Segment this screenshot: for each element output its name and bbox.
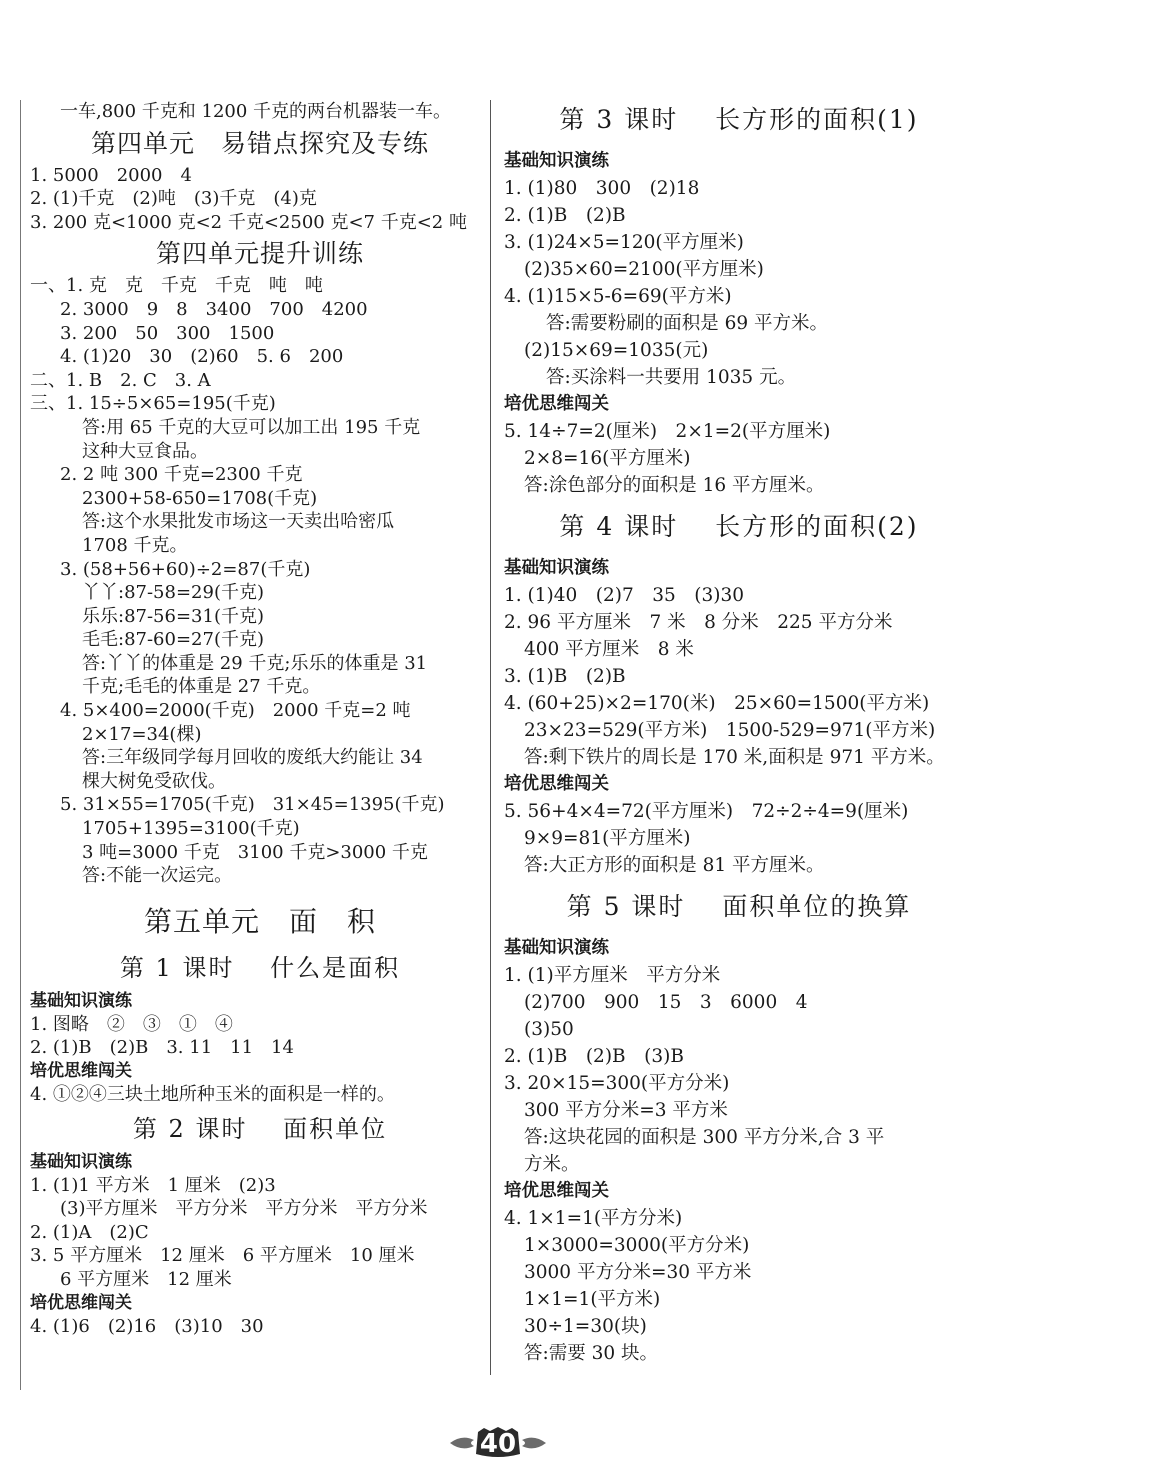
section-subheading: 基础知识演练 xyxy=(30,990,132,1011)
answer-line: 1×1=1(平方米) xyxy=(524,1289,661,1310)
lesson3-content xyxy=(504,148,974,499)
answer-line: 答:三年级同学每月回收的废纸大约能让 34 xyxy=(82,747,423,769)
answer-line: 3. 200 50 300 1500 xyxy=(60,322,275,344)
answer-line: 3. 20×15=300(平方分米) xyxy=(504,1073,730,1094)
lesson1-content xyxy=(30,990,490,1107)
answer-line: 答:这块花园的面积是 300 平方分米,合 3 平 xyxy=(524,1127,885,1148)
answer-line: 3000 平方分米=30 平方米 xyxy=(524,1262,752,1283)
intro-line: 一车,800 千克和 1200 千克的两台机器装一车。 xyxy=(60,101,452,122)
answer-line: 23×23=529(平方米) 1500-529=971(平方米) xyxy=(524,720,936,741)
answer-line: 400 平方厘米 8 米 xyxy=(524,639,694,660)
answer-line: 4. (1)6 (2)16 (3)10 30 xyxy=(30,1315,264,1337)
answer-line: 2×17=34(棵) xyxy=(82,723,202,745)
answer-line: 1. (1)平方厘米 平方分米 xyxy=(504,965,721,986)
answer-line: 2. (1)B (2)B 3. 11 11 14 xyxy=(30,1037,294,1059)
answer-line: 答:涂色部分的面积是 16 平方厘米。 xyxy=(524,475,825,496)
answer-line: 方米。 xyxy=(524,1154,580,1175)
answer-line: (3)50 xyxy=(524,1019,574,1040)
answer-line: 5. 56+4×4=72(平方厘米) 72÷2÷4=9(厘米) xyxy=(504,801,909,822)
column-divider xyxy=(490,100,491,1375)
answer-line: (2)15×69=1035(元) xyxy=(524,340,709,361)
left-column xyxy=(30,100,490,1338)
answer-line: 答:这个水果批发市场这一天卖出哈密瓜 xyxy=(82,511,395,533)
answer-line: 1. 5000 2000 4 xyxy=(30,164,192,186)
answer-line: (2)35×60=2100(平方厘米) xyxy=(524,259,764,280)
lesson5-content xyxy=(504,935,974,1367)
page-number: 40 xyxy=(479,1429,517,1459)
answer-line: 三、1. 15÷5×65=195(千克) xyxy=(30,393,276,415)
right-column xyxy=(504,100,974,1367)
answer-line: 2. 3000 9 8 3400 700 4200 xyxy=(60,298,368,320)
answer-line: 4. 5×400=2000(千克) 2000 千克=2 吨 xyxy=(60,700,411,722)
answer-line: 3. (58+56+60)÷2=87(千克) xyxy=(60,558,311,580)
answer-line: 3 吨=3000 千克 3100 千克>3000 千克 xyxy=(82,841,428,863)
lesson1-title: 第 1 课时 什么是面积 xyxy=(119,953,401,982)
answer-line: 3. 5 平方厘米 12 厘米 6 平方厘米 10 厘米 xyxy=(30,1245,415,1267)
answer-line: 2. (1)B (2)B xyxy=(504,205,626,226)
section-subheading: 培优思维闯关 xyxy=(30,1292,132,1313)
answer-line: 1. 图略 ② ③ ① ④ xyxy=(30,1013,233,1035)
answer-line: 6 平方厘米 12 厘米 xyxy=(60,1268,232,1290)
answer-line: 4. (1)20 30 (2)60 5. 6 200 xyxy=(60,346,344,368)
section-subheading: 培优思维闯关 xyxy=(504,394,609,414)
answer-line: 答:大正方形的面积是 81 平方厘米。 xyxy=(524,855,825,876)
section-subheading: 培优思维闯关 xyxy=(30,1061,132,1081)
answer-line: 答:丫丫的体重是 29 千克;乐乐的体重是 31 xyxy=(82,652,428,674)
answer-line: 4. 1×1=1(平方分米) xyxy=(504,1208,683,1229)
lesson5-title: 第 5 课时 面积单位的换算 xyxy=(566,892,912,921)
answer-line: 2×8=16(平方厘米) xyxy=(524,448,691,469)
answer-line: 1×3000=3000(平方分米) xyxy=(524,1235,750,1256)
section-subheading: 基础知识演练 xyxy=(504,151,609,171)
answer-line: 5. 31×55=1705(千克) 31×45=1395(千克) xyxy=(60,794,445,816)
answer-line: 4. (1)15×5-6=69(平方米) xyxy=(504,286,732,307)
answer-line: 答:需要粉刷的面积是 69 平方米。 xyxy=(546,313,829,334)
answer-line: 1. (1)80 300 (2)18 xyxy=(504,178,700,199)
answer-line: 2. (1)B (2)B (3)B xyxy=(504,1046,684,1067)
answer-line: 答:剩下铁片的周长是 170 米,面积是 971 平方米。 xyxy=(524,747,945,768)
answer-line: 这种大豆食品。 xyxy=(82,440,208,462)
answer-line: 300 平方分米=3 平方米 xyxy=(524,1100,728,1121)
unit4-improve-title: 第四单元提升训练 xyxy=(155,239,364,269)
answer-line: 5. 14÷7=2(厘米) 2×1=2(平方厘米) xyxy=(504,421,831,442)
lesson3-title: 第 3 课时 长方形的面积(1) xyxy=(559,105,919,134)
answer-line: 一、1. 克 克 千克 千克 吨 吨 xyxy=(30,275,323,297)
answer-line: 2. 96 平方厘米 7 米 8 分米 225 平方分米 xyxy=(504,612,893,633)
lesson4-content xyxy=(504,555,974,879)
answer-line: 30÷1=30(块) xyxy=(524,1316,647,1337)
lesson4-title: 第 4 课时 长方形的面积(2) xyxy=(559,512,919,541)
answer-line: 3. (1)24×5=120(平方厘米) xyxy=(504,232,744,253)
left-margin-rule xyxy=(20,100,21,1390)
answer-line: 棵大树免受砍伐。 xyxy=(82,770,226,792)
unit4-errors-list xyxy=(30,164,490,235)
answer-line: 答:需要 30 块。 xyxy=(524,1343,659,1364)
section-subheading: 基础知识演练 xyxy=(504,558,609,578)
lesson2-content xyxy=(30,1151,490,1339)
section-subheading: 基础知识演练 xyxy=(30,1151,132,1172)
answer-line: 2. (1)A (2)C xyxy=(30,1221,149,1243)
answer-line: 2. (1)千克 (2)吨 (3)千克 (4)克 xyxy=(30,188,317,210)
answer-line: 2. 2 吨 300 千克=2300 千克 xyxy=(60,464,303,486)
answer-line: (2)700 900 15 3 6000 4 xyxy=(524,992,808,1013)
answer-line: 1705+1395=3100(千克) xyxy=(82,818,300,840)
answer-line: 答:用 65 千克的大豆可以加工出 195 千克 xyxy=(82,416,421,438)
answer-line: 乐乐:87-56=31(千克) xyxy=(82,605,264,627)
answer-line: 答:买涂料一共要用 1035 元。 xyxy=(546,367,797,388)
answer-line: 1. (1)1 平方米 1 厘米 (2)3 xyxy=(30,1174,276,1196)
answer-line: 3. (1)B (2)B xyxy=(504,666,626,687)
answer-line: 毛毛:87-60=27(千克) xyxy=(82,629,264,651)
answer-line: 1. (1)40 (2)7 35 (3)30 xyxy=(504,585,745,606)
badge-right-ornament xyxy=(522,1438,546,1449)
answer-line: 答:不能一次运完。 xyxy=(82,865,233,887)
badge-left-ornament xyxy=(450,1438,474,1449)
answer-line: (3)平方厘米 平方分米 平方分米 平方分米 xyxy=(60,1198,428,1220)
answer-line: 4. (60+25)×2=170(米) 25×60=1500(平方米) xyxy=(504,693,930,714)
answer-line: 3. 200 克<1000 克<2 千克<2500 克<7 千克<2 吨 xyxy=(30,211,467,233)
unit5-title: 第五单元 面 积 xyxy=(143,904,376,938)
answer-line: 千克;毛毛的体重是 27 千克。 xyxy=(82,676,321,698)
lesson2-title: 第 2 课时 面积单位 xyxy=(132,1114,388,1143)
unit4-errors-title: 第四单元 易错点探究及专练 xyxy=(90,128,429,158)
answer-line: 丫丫:87-58=29(千克) xyxy=(82,582,264,604)
section-subheading: 培优思维闯关 xyxy=(504,774,609,794)
answer-line: 9×9=81(平方厘米) xyxy=(524,828,691,849)
section-subheading: 基础知识演练 xyxy=(504,938,609,958)
answer-line: 1708 千克。 xyxy=(82,534,188,556)
unit4-improve-list xyxy=(30,274,490,887)
answer-line: 4. ①②④三块土地所种玉米的面积是一样的。 xyxy=(30,1084,395,1105)
section-subheading: 培优思维闯关 xyxy=(504,1181,609,1201)
answer-line: 2300+58-650=1708(千克) xyxy=(82,487,318,509)
answer-line: 二、1. B 2. C 3. A xyxy=(30,369,211,391)
